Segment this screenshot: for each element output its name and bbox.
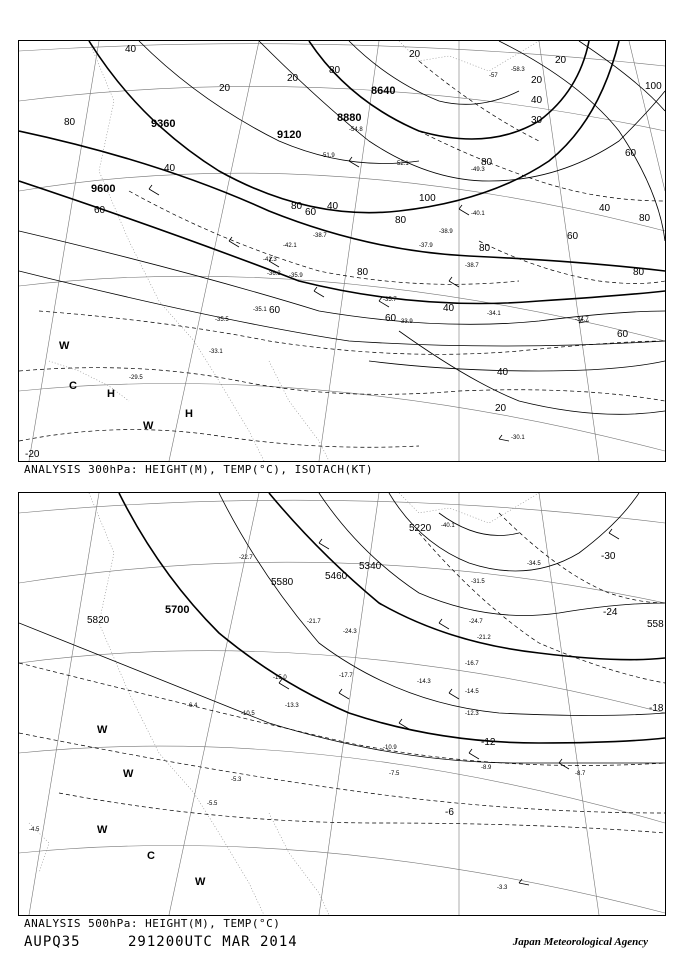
analysis-300hpa-map <box>18 40 666 462</box>
height-label: 5700 <box>165 604 190 616</box>
isotherm-label: -30 <box>601 551 616 562</box>
isotach-label: 60 <box>269 305 281 316</box>
height-label: 5220 <box>409 523 432 534</box>
height-label: 5580 <box>271 577 294 588</box>
isotach-contours <box>19 41 665 414</box>
temp-label: -35.5 <box>215 317 229 323</box>
isotach-label: 60 <box>94 205 106 216</box>
temp-label: -8.7 <box>575 771 586 777</box>
temp-label: -41.3 <box>263 257 277 263</box>
isotach-label: 40 <box>599 203 611 214</box>
temp-label: -15.0 <box>273 675 287 681</box>
height-label: 5460 <box>325 571 348 582</box>
height-contours <box>19 41 665 304</box>
chart-code: AUPQ35 <box>24 934 81 950</box>
height-label: 8880 <box>337 112 362 124</box>
temp-label: -54.8 <box>349 127 363 133</box>
isotach-label: 20 <box>219 83 231 94</box>
isotach-label: 20 <box>409 49 421 60</box>
caption-500hpa: ANALYSIS 500hPa: HEIGHT(M), TEMP(°C) <box>24 917 281 930</box>
height-label: 9600 <box>91 183 116 195</box>
height-label: 558 <box>647 619 664 630</box>
isotherm-label: -24 <box>603 607 618 618</box>
isotach-label: 60 <box>567 231 579 242</box>
temp-label: -34.1 <box>487 311 501 317</box>
temp-label: -51.9 <box>321 153 335 159</box>
temp-label: -21.7 <box>307 619 321 625</box>
isotach-label: 30 <box>531 115 543 126</box>
temp-label: -58.3 <box>511 67 525 73</box>
center-marker: H <box>107 388 115 400</box>
isotherm-label: -18 <box>649 703 664 714</box>
isotach-label: 80 <box>64 117 76 128</box>
isotach-label: 80 <box>395 215 407 226</box>
center-marker: W <box>143 420 154 432</box>
temp-label: -8.9 <box>481 765 492 771</box>
temp-label: -14.5 <box>465 689 479 695</box>
isotach-label: 40 <box>327 201 339 212</box>
isotach-label: 80 <box>329 65 341 76</box>
caption-300hpa: ANALYSIS 300hPa: HEIGHT(M), TEMP(°C), ISOTACH(KT) <box>24 463 374 476</box>
center-marker: C <box>147 850 155 862</box>
temp-label: -21.2 <box>477 635 491 641</box>
temp-label: -6.4 <box>187 703 198 709</box>
temp-label: -35.9 <box>289 273 303 279</box>
height-label: 8640 <box>371 85 396 97</box>
isotherm-label: -12 <box>481 737 496 748</box>
temp-label: -35.7 <box>383 297 397 303</box>
isotach-label: 100 <box>645 81 662 92</box>
isotach-label: 60 <box>305 207 317 218</box>
temp-label: -17.7 <box>339 673 353 679</box>
height-label: 9120 <box>277 129 302 141</box>
temp-label: -35.1 <box>253 307 267 313</box>
map-500hpa-svg <box>19 493 665 915</box>
temp-label: -10.5 <box>241 711 255 717</box>
center-marker: W <box>59 340 70 352</box>
isotach-label: 80 <box>633 267 645 278</box>
isotach-label: 40 <box>531 95 543 106</box>
isotach-label: 60 <box>385 313 397 324</box>
temp-label: -24.3 <box>343 629 357 635</box>
temp-label: -34.7 <box>575 317 589 323</box>
temp-label: -12.3 <box>465 711 479 717</box>
center-marker: H <box>185 408 193 420</box>
temp-label: -29.5 <box>129 375 143 381</box>
isotach-label: 80 <box>357 267 369 278</box>
temp-label: -34.5 <box>527 561 541 567</box>
coastline <box>29 493 539 915</box>
temp-label: -42.1 <box>283 243 297 249</box>
temp-label: -40.1 <box>471 211 485 217</box>
isotach-label: 80 <box>291 201 303 212</box>
isotach-label: 40 <box>125 44 137 55</box>
temp-label: -5.5 <box>207 801 218 807</box>
isotach-label: 100 <box>419 193 436 204</box>
height-label: 9360 <box>151 118 176 130</box>
grid-lines <box>19 41 665 461</box>
height-label: 5820 <box>87 615 110 626</box>
isotach-label: 20 <box>555 55 567 66</box>
temp-label: -37.9 <box>419 243 433 249</box>
isotach-label: 40 <box>164 163 176 174</box>
temp-label: -10.9 <box>383 745 397 751</box>
temp-label: -52.1 <box>395 161 409 167</box>
isotach-label: 60 <box>625 148 637 159</box>
temp-label: -36.3 <box>267 271 281 277</box>
center-marker: W <box>123 768 134 780</box>
height-contours-thin <box>19 493 665 763</box>
temp-label: -3.3 <box>497 885 508 891</box>
temp-label: -4.5 <box>29 827 40 833</box>
isotherm-label: -6 <box>445 807 454 818</box>
temp-label: -38.7 <box>465 263 479 269</box>
temp-label: -24.7 <box>469 619 483 625</box>
temp-label: -16.7 <box>465 661 479 667</box>
isotach-label: 80 <box>479 243 491 254</box>
map-300hpa-svg <box>19 41 665 461</box>
isotach-label: 40 <box>497 367 509 378</box>
temp-label: -5.3 <box>231 777 242 783</box>
temp-label: -38.7 <box>313 233 327 239</box>
center-marker: W <box>97 724 108 736</box>
agency-label: Japan Meteorological Agency <box>512 936 648 948</box>
isotach-label: 20 <box>531 75 543 86</box>
isotach-label: 40 <box>443 303 455 314</box>
center-marker: W <box>195 876 206 888</box>
temp-label: -30.1 <box>511 435 525 441</box>
wind-barbs <box>279 529 619 885</box>
temp-label: -13.3 <box>285 703 299 709</box>
isotach-label: -20 <box>25 449 40 460</box>
temp-label: -22.7 <box>239 555 253 561</box>
isotach-label: 20 <box>495 403 507 414</box>
temp-label: -49.3 <box>471 167 485 173</box>
temp-label: -40.1 <box>441 523 455 529</box>
isotach-label: 80 <box>639 213 651 224</box>
temp-label: -31.5 <box>471 579 485 585</box>
isotach-label: 60 <box>617 329 629 340</box>
isotach-label: 80 <box>481 157 493 168</box>
temp-label: -7.5 <box>389 771 400 777</box>
height-contours <box>119 493 665 743</box>
grid-lines <box>19 493 665 915</box>
temp-label: -57 <box>489 73 498 79</box>
temp-label: -14.3 <box>417 679 431 685</box>
isotach-label: 20 <box>287 73 299 84</box>
center-marker: W <box>97 824 108 836</box>
height-label: 5340 <box>359 561 382 572</box>
valid-datetime: 291200UTC MAR 2014 <box>128 934 298 950</box>
center-marker: C <box>69 380 77 392</box>
analysis-500hpa-map <box>18 492 666 916</box>
temp-label: -33.1 <box>209 349 223 355</box>
temp-label: -33.9 <box>399 319 413 325</box>
temp-label: -38.9 <box>439 229 453 235</box>
